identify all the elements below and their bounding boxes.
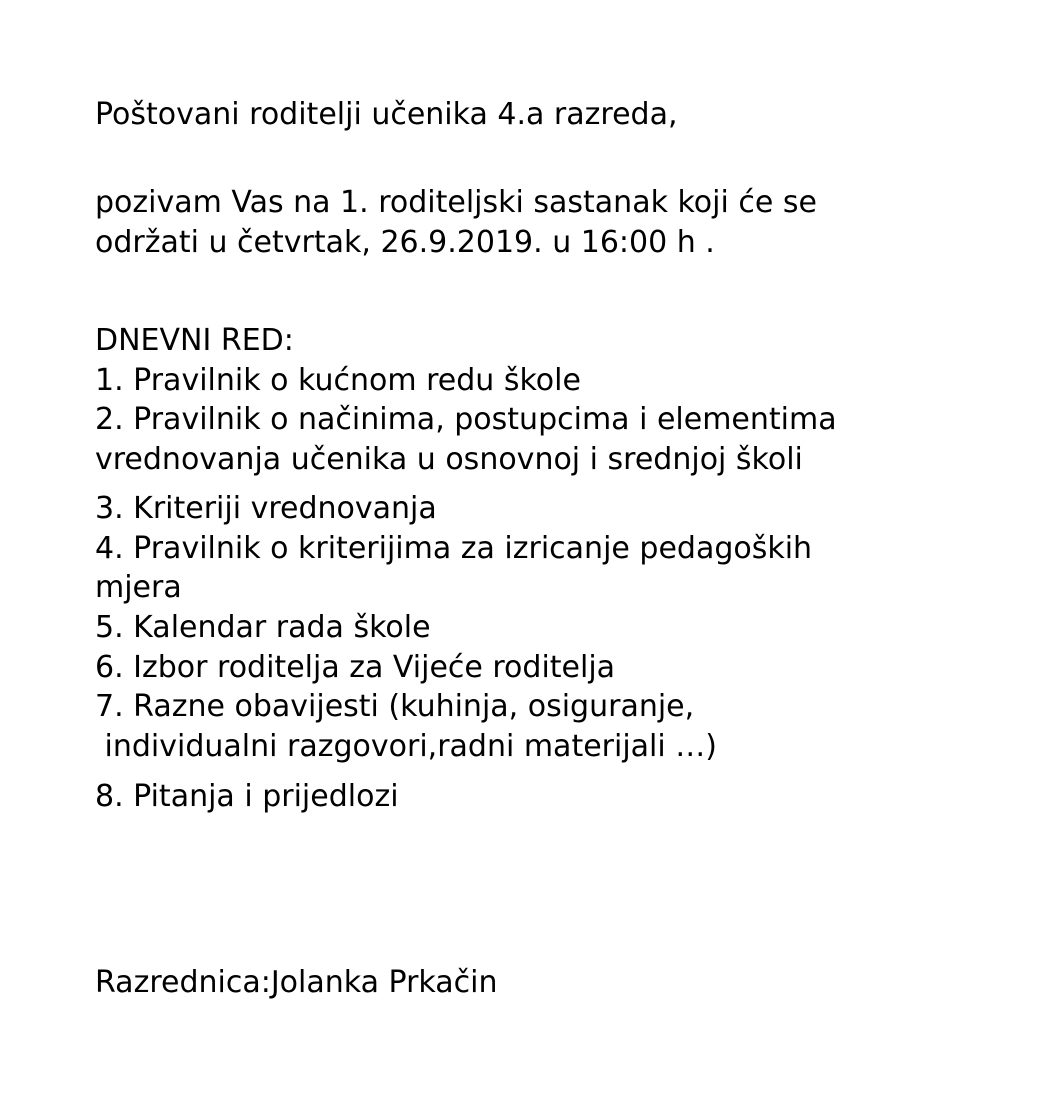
agenda-item: 4. Pravilnik o kriterijima za izricanje pedagoških <box>95 531 813 566</box>
agenda-item: mjera <box>95 570 182 605</box>
agenda-item: individualni razgovori,radni materijali …) <box>95 729 717 764</box>
signature: Razrednica:Jolanka Prkačin <box>95 965 498 1000</box>
agenda-item: 1. Pravilnik o kućnom redu škole <box>95 363 581 398</box>
agenda-item: 6. Izbor roditelja za Vijeće roditelja <box>95 650 616 685</box>
agenda-item: 8. Pitanja i prijedlozi <box>95 779 399 814</box>
invitation-line: pozivam Vas na 1. roditeljski sastanak koji će se <box>95 185 817 220</box>
invitation-line: održati u četvrtak, 26.9.2019. u 16:00 h . <box>95 225 715 260</box>
agenda-item: 7. Razne obavijesti (kuhinja, osiguranje, <box>95 689 695 724</box>
agenda-item: 3. Kriteriji vrednovanja <box>95 491 437 526</box>
agenda-item: 5. Kalendar rada škole <box>95 610 431 645</box>
agenda-item: vrednovanja učenika u osnovnoj i srednjoj školi <box>95 442 803 477</box>
agenda-heading: DNEVNI RED: <box>95 323 294 358</box>
agenda-item: 2. Pravilnik o načinima, postupcima i elementima <box>95 402 837 437</box>
salutation: Poštovani roditelji učenika 4.a razreda, <box>95 97 678 132</box>
